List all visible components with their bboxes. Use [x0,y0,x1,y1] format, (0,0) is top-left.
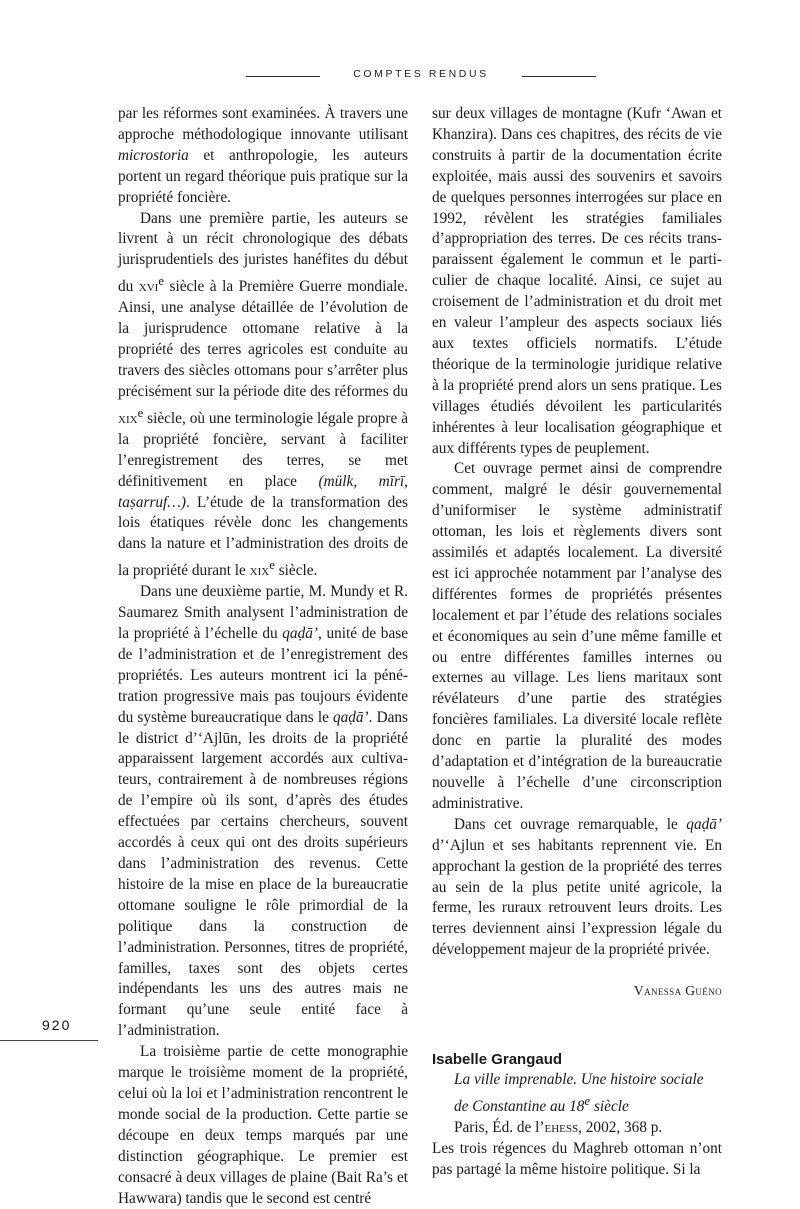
header-rule-right [522,76,596,77]
book-title-line-2: de Constantine au 18e siècle [454,1093,629,1116]
paragraph-villages: sur deux villages de montagne (Kufr ‘Awan et Khanzira). Dans ces chapitres, des récits de vie construits à partir de la documentation écrite exploitée, mais aussi des souvenirs et savoirs de quelques personnes interrogées sur place en 1992, révèlent les stratégies familiales d’appropriation des terres. De ces récits transparaissent également le commun et le particulier de chaque localité. Ainsi, ce sujet au croisement de l’administration et du droit met en valeur l’ampleur des aspects sociaux liés aux textes officiels normatifs. L’étude théorique de la terminologie juridique relative à la propriété prend alors un sens pratique. Les villages étudiés dévoilent les particularités inhérentes à leur localisation géographique et aux différents types de peuplement. [432,105,722,457]
book-publication: Paris, Éd. de l’ehess, 2002, 368 p. [454,1118,663,1136]
page-number: 920 [42,1017,72,1033]
paragraph-third-part: La troisième partie de cette monographie marque le troisième moment de la propriété, celui où la loi et l’administration rencontrent le monde social de la production. Cette partie se découpe en deux temps marqués par une distinction géographique. Le premier est consacré à deux villages de plaine (Bait Ra’s et Hawwara) tandis que le second est centré [118,1043,408,1207]
book-title-line-1: La ville imprenable. Une histoire sociale [454,1071,704,1089]
paragraph-final: Dans cet ouvrage remarquable, le qaḍā’ d’‘Ajlun et ses habitants reprennent vie. En approchant la gestion de la propriété des terres au sein de la plus petite unité agricole, la ferme, les ruraux retrouvent leurs droits. Les terres deviennent ainsi l’expression légale du développement majeur de la propriété privée. [432,815,722,959]
book-author: Isabelle Grangaud [432,1051,563,1069]
paragraph-conclusion: Cet ouvrage permet ainsi de comprendre comment, malgré le désir gouvernemental d’uniformiser le système administratif ottoman, les lois et règlements divers sont assimilés et adaptés localement. La diversité est ici approchée notamment par l’analyse des différentes formes de propriétés présentes localement et par l’étude des relations sociales et économiques au sein d’une même famille et ou entre différentes familles internes ou externes au village. Les liens maritaux sont révélateurs d’une partie des stratégies foncières familiales. La diversité locale reflète donc en partie la pluralité des modes d’adaptation et d’intégration de la bureaucratie nouvelle à l’échelle d’une circonscription administrative. [432,460,722,812]
page-number-rule [0,1040,98,1041]
paragraph-second-part: Dans une deuxième partie, M. Mundy et R. Saumarez Smith analysent l’administration de la propriété à l’échelle du qaḍā’, unité de base de l’administration et de l’enregistrement des propriétés. Les auteurs montrent ici la pénétration progressive mais pas toujours évidente du système bureaucratique dans le qaḍā’. Dans le district d’‘Ajlūn, les droits de la propriété apparaissent largement accordés aux cultivateurs, contrairement à de nombreuses régions de l’empire où ils sont, d’après des études effectuées par certains chercheurs, souvent accordés à ceux qui ont des droits supérieurs dans l’administration des revenus. Cette histoire de la mise en place de la bureaucratie ottomane souligne le rôle primordial de la politique dans la construction de l’administration. Personnes, titres de propriété, familles, taxes sont des objets certes indépendants les uns des autres mais ne formant qu’une seule entité face à l’administration. [118,583,409,1040]
paragraph-first-part: Dans une première partie, les auteurs se livrent à un récit chronologique des débats jurisprudentiels des juristes hanéfites du début du xvi$^e$ siècle à la Première Guerre mondiale. Ainsi, une analyse détaillée de l’évolution de la jurisprudence ottomane relative à la propriété des terres agricoles est conduite au travers des siècles ottomans pour s’arrêter plus précisément sur la période dite des réformes du xix$^e$ siècle, où une terminologie légale propre à la propriété foncière, servant à faciliter l’enregistrement des terres, se met définitivement en place (mülk, mīrī, taṣarruf…). L’étude de la transformation des lois étatiques révèle donc les changements dans la nature et l’administration des droits de la propriété durant le xix$^e$ siècle. [118,209,408,580]
header-rule-left [246,76,320,77]
header-title: COMPTES RENDUS [353,68,489,80]
review-opening-paragraph: Les trois régences du Maghreb ottoman n’ont pas partagé la même histoire politique. Si la [432,1139,722,1178]
reviewer-signature: Vanessa Guéno [633,983,722,999]
right-column [432,104,722,1181]
book-reference [432,1050,722,1139]
running-header [0,66,800,86]
paragraph-methodology: par les réformes sont examinées. À travers une approche méthodologique innovante utilisant microstoria et anthropologie, les auteurs portent un regard théorique puis pratique sur la propriété foncière. [118,105,408,206]
left-column [118,104,408,1209]
